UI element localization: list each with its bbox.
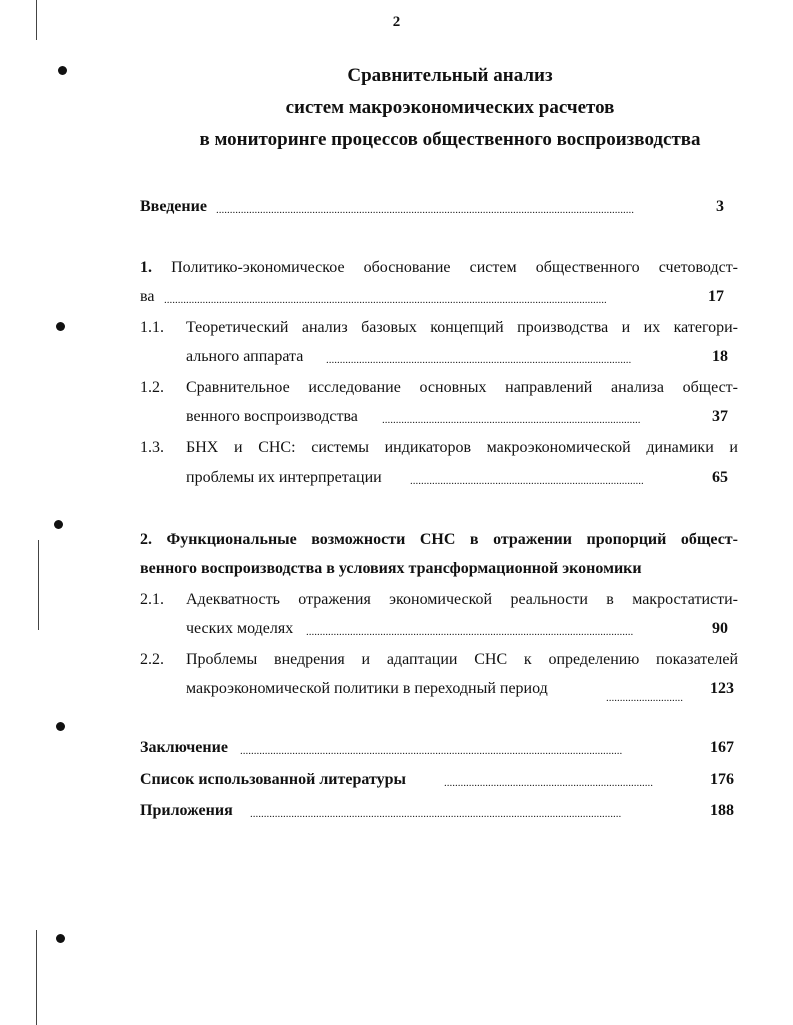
section-title-continued: венного воспроизводства (186, 408, 358, 425)
toc-entry-label: Список использованной литературы (140, 771, 406, 788)
toc-chapter-2-line-2[interactable] (140, 557, 738, 581)
margin-hole-mark (56, 322, 65, 331)
toc-entry-page: 176 (710, 771, 734, 788)
toc-section-1-1-line-1[interactable] (140, 316, 738, 340)
toc-entry-label: Приложения (140, 802, 233, 819)
margin-scan-line (38, 540, 39, 630)
section-title: Сравнительное исследование основных направлений анализа общест- (186, 379, 738, 396)
section-title-continued: ческих моделях (186, 620, 294, 637)
section-number: 2.1. (140, 591, 164, 608)
toc-entry-page: 18 (712, 348, 728, 365)
section-title-continued: проблемы их интерпретации (186, 469, 382, 486)
leader-dots: ............................................................................ (444, 777, 653, 789)
toc-entry-page: 17 (708, 288, 724, 305)
chapter-number: 1. (140, 259, 152, 276)
section-title: Теоретический анализ базовых концепций производства и их категори- (186, 319, 738, 336)
page-number: 2 (392, 14, 401, 30)
section-number: 2.2. (140, 651, 164, 668)
margin-hole-mark (56, 934, 65, 943)
chapter-title: Политико-экономическое обоснование систем общественного счетоводст- (171, 259, 739, 276)
toc-chapter-1-line-2[interactable] (140, 285, 738, 309)
margin-hole-mark (56, 722, 65, 731)
toc-entry-page: 188 (710, 802, 734, 819)
margin-scan-line (36, 930, 37, 1025)
leader-dots: ....................................................................................................................................... (250, 808, 622, 820)
toc-section-2-1-line-1[interactable] (140, 588, 738, 612)
leader-dots: ............................................................................................................... (326, 354, 632, 366)
title-line-1: Сравнительный анализ (347, 65, 553, 86)
toc-entry-appendices[interactable] (140, 799, 738, 823)
toc-entry-references[interactable] (140, 768, 738, 792)
section-number: 1.2. (140, 379, 164, 396)
toc-section-1-3-line-2[interactable] (140, 466, 738, 490)
toc-section-1-1-line-2[interactable] (140, 345, 738, 369)
leader-dots: ........................................................................................................................................... (240, 745, 623, 757)
section-title: Адекватность отражения экономической реальности в макростатисти- (186, 591, 738, 608)
leader-dots: ........................................................................................................................................................ (216, 204, 634, 216)
toc-entry-page: 123 (710, 680, 734, 697)
chapter-title-continued: венного воспроизводства в условиях трансформационной экономики (140, 560, 642, 577)
leader-dots: ....................................................................................................................... (306, 626, 634, 638)
toc-entry-intro[interactable] (140, 195, 738, 219)
toc-entry-page: 65 (712, 469, 728, 486)
title-line-3: в мониторинге процессов общественного воспроизводства (199, 129, 701, 150)
chapter-title-continued: ва (140, 288, 155, 305)
toc-section-1-2-line-2[interactable] (140, 405, 738, 429)
section-title: Проблемы внедрения и адаптации СНС к определению показателей (186, 651, 738, 668)
toc-entry-page: 37 (712, 408, 728, 425)
leader-dots: ............................ (606, 692, 683, 704)
leader-dots: .............................................................................................. (382, 414, 641, 426)
section-title: БНХ и СНС: системы индикаторов макроэкономической динамики и (186, 439, 738, 456)
chapter-title: 2. Функциональные возможности СНС в отражении пропорций общест- (140, 531, 738, 548)
chapter-1-title-line (140, 256, 738, 280)
margin-hole-mark (54, 520, 63, 529)
document-title (120, 60, 780, 156)
leader-dots: ..................................................................................... (410, 475, 644, 487)
leader-dots: ................................................................................................................................................................. (164, 294, 607, 306)
toc-section-2-2-line-1[interactable] (140, 648, 738, 672)
section-title-continued: ального аппарата (186, 348, 304, 365)
toc-section-1-3-line-1[interactable] (140, 436, 738, 460)
toc-chapter-2-line-1[interactable] (140, 528, 738, 552)
margin-hole-mark (58, 66, 67, 75)
section-title-continued: макроэкономической политики в переходный период (186, 680, 548, 697)
toc-entry-label: Введение (140, 198, 207, 215)
toc-chapter-1-line-1[interactable] (140, 256, 738, 280)
toc-entry-page: 90 (712, 620, 728, 637)
toc-section-2-2-line-2[interactable] (140, 677, 738, 704)
toc-entry-page: 3 (716, 198, 724, 215)
toc-section-1-2-line-1[interactable] (140, 376, 738, 400)
toc-section-2-1-line-2[interactable] (140, 617, 738, 641)
section-number: 1.1. (140, 319, 164, 336)
toc-entry-label: Заключение (140, 739, 228, 756)
title-line-2: систем макроэкономических расчетов (285, 97, 615, 118)
toc-entry-page: 167 (710, 739, 734, 756)
toc-entry-conclusion[interactable] (140, 736, 738, 760)
section-number: 1.3. (140, 439, 164, 456)
